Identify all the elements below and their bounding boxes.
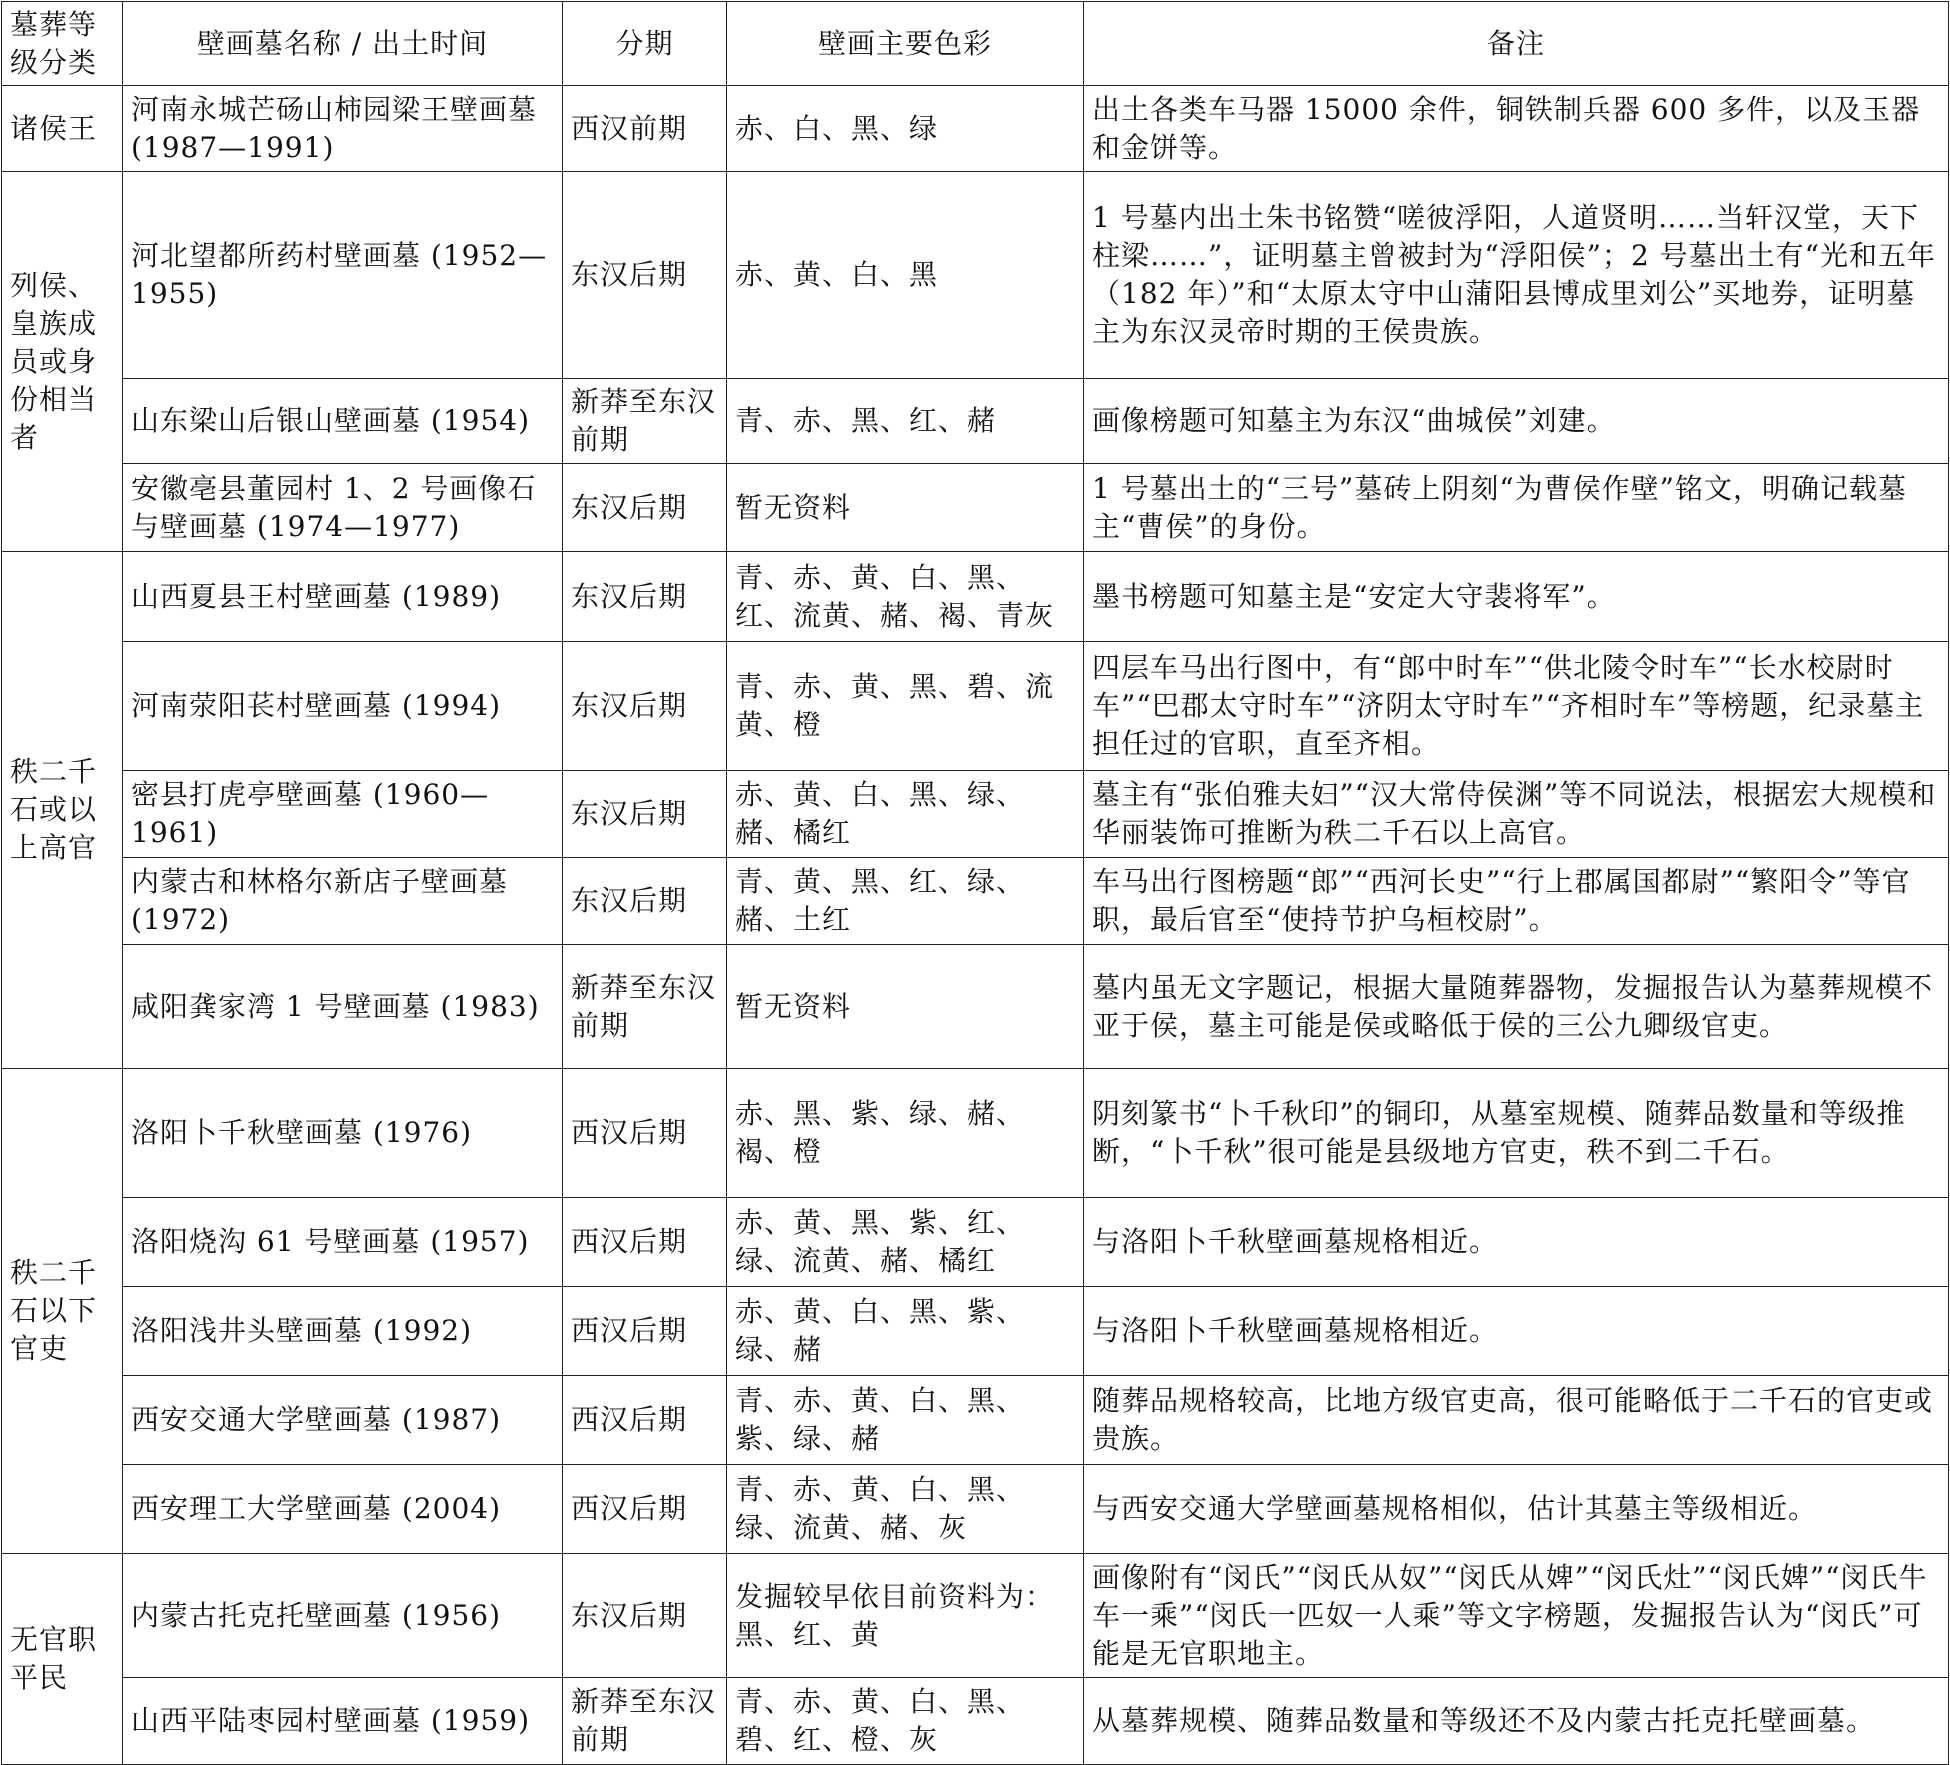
tomb-name-cell: 洛阳烧沟 61 号壁画墓 (1957) (123, 1198, 563, 1287)
period-cell: 西汉后期 (563, 1198, 727, 1287)
notes-cell: 墓主有“张伯雅夫妇”“汉大常侍侯渊”等不同说法，根据宏大规模和华丽装饰可推断为秩二千石以上高官。 (1084, 771, 1949, 858)
notes-cell: 与西安交通大学壁画墓规格相似，估计其墓主等级相近。 (1084, 1465, 1949, 1554)
tomb-name-cell: 河南永城芒砀山柿园梁王壁画墓 (1987—1991) (123, 86, 563, 172)
notes-cell: 车马出行图榜题“郎”“西河长史”“行上郡属国都尉”“繁阳令”等官职，最后官至“使持节护乌桓校尉”。 (1084, 858, 1949, 945)
tomb-name-cell: 山西平陆枣园村壁画墓 (1959) (123, 1678, 563, 1765)
colors-cell: 暂无资料 (727, 464, 1084, 552)
tomb-name-cell: 密县打虎亭壁画墓 (1960—1961) (123, 771, 563, 858)
header-category: 墓葬等级分类 (2, 2, 123, 86)
period-cell: 西汉后期 (563, 1465, 727, 1554)
table-row (2, 771, 1949, 858)
table-row (2, 1465, 1949, 1554)
tomb-name-cell: 山东梁山后银山壁画墓 (1954) (123, 379, 563, 464)
table-row (2, 1198, 1949, 1287)
colors-cell: 青、赤、黄、白、黑、绿、流黄、赭、灰 (727, 1465, 1084, 1554)
notes-cell: 四层车马出行图中，有“郎中时车”“供北陵令时车”“长水校尉时车”“巴郡太守时车”“济阴太守时车”“齐相时车”等榜题，纪录墓主担任过的官职，直至齐相。 (1084, 642, 1949, 771)
table-row (2, 642, 1949, 771)
colors-cell: 赤、黄、黑、紫、红、绿、流黄、赭、橘红 (727, 1198, 1084, 1287)
header-colors: 壁画主要色彩 (727, 2, 1084, 86)
period-cell: 东汉后期 (563, 464, 727, 552)
period-cell: 西汉前期 (563, 86, 727, 172)
table-row (2, 945, 1949, 1069)
table-row (2, 1069, 1949, 1198)
table-row (2, 1287, 1949, 1376)
notes-cell: 墓内虽无文字题记，根据大量随葬器物，发掘报告认为墓葬规模不亚于侯，墓主可能是侯或略低于侯的三公九卿级官吏。 (1084, 945, 1949, 1069)
category-cell: 诸侯王 (2, 86, 123, 172)
colors-cell: 赤、白、黑、绿 (727, 86, 1084, 172)
tomb-name-cell: 河北望都所药村壁画墓 (1952—1955) (123, 172, 563, 379)
header-row (2, 2, 1949, 86)
tomb-name-cell: 西安交通大学壁画墓 (1987) (123, 1376, 563, 1465)
colors-cell: 青、黄、黑、红、绿、赭、土红 (727, 858, 1084, 945)
notes-cell: 从墓葬规模、随葬品数量和等级还不及内蒙古托克托壁画墓。 (1084, 1678, 1949, 1765)
period-cell: 东汉后期 (563, 1554, 727, 1678)
colors-cell: 发掘较早依目前资料为：黑、红、黄 (727, 1554, 1084, 1678)
tomb-name-cell: 山西夏县王村壁画墓 (1989) (123, 552, 563, 642)
period-cell: 西汉后期 (563, 1069, 727, 1198)
table-row (2, 1554, 1949, 1678)
period-cell: 新莽至东汉前期 (563, 379, 727, 464)
notes-cell: 画像附有“闵氏”“闵氏从奴”“闵氏从婢”“闵氏灶”“闵氏婢”“闵氏牛车一乘”“闵氏一匹奴一人乘”等文字榜题，发掘报告认为“闵氏”可能是无官职地主。 (1084, 1554, 1949, 1678)
table-row (2, 552, 1949, 642)
colors-cell: 青、赤、黄、白、黑、碧、红、橙、灰 (727, 1678, 1084, 1765)
table-row (2, 1678, 1949, 1765)
table-row (2, 464, 1949, 552)
colors-cell: 青、赤、黄、黑、碧、流黄、橙 (727, 642, 1084, 771)
colors-cell: 青、赤、黑、红、赭 (727, 379, 1084, 464)
tomb-name-cell: 洛阳卜千秋壁画墓 (1976) (123, 1069, 563, 1198)
notes-cell: 画像榜题可知墓主为东汉“曲城侯”刘建。 (1084, 379, 1949, 464)
tomb-name-cell: 河南荥阳苌村壁画墓 (1994) (123, 642, 563, 771)
colors-cell: 赤、黑、紫、绿、赭、褐、橙 (727, 1069, 1084, 1198)
period-cell: 新莽至东汉前期 (563, 945, 727, 1069)
tomb-name-cell: 内蒙古托克托壁画墓 (1956) (123, 1554, 563, 1678)
header-name: 壁画墓名称 / 出土时间 (123, 2, 563, 86)
tomb-name-cell: 内蒙古和林格尔新店子壁画墓 (1972) (123, 858, 563, 945)
period-cell: 新莽至东汉前期 (563, 1678, 727, 1765)
notes-cell: 1 号墓内出土朱书铭赞“嗟彼浮阳，人道贤明……当轩汉堂，天下柱梁……”，证明墓主曾被封为“浮阳侯”；2 号墓出土有“光和五年（182 年）”和“太原太守中山蒲阳县博成里刘公”买地券，证明墓主为东汉灵帝时期的王侯贵族。 (1084, 172, 1949, 379)
header-notes: 备注 (1084, 2, 1949, 86)
colors-cell: 赤、黄、白、黑、绿、赭、橘红 (727, 771, 1084, 858)
notes-cell: 墨书榜题可知墓主是“安定大守裴将军”。 (1084, 552, 1949, 642)
mural-tomb-table (1, 1, 1949, 1765)
category-cell: 列侯、皇族成员或身份相当者 (2, 172, 123, 552)
table-row (2, 379, 1949, 464)
notes-cell: 阴刻篆书“卜千秋印”的铜印，从墓室规模、随葬品数量和等级推断，“卜千秋”很可能是县级地方官吏，秩不到二千石。 (1084, 1069, 1949, 1198)
notes-cell: 随葬品规格较高，比地方级官吏高，很可能略低于二千石的官吏或贵族。 (1084, 1376, 1949, 1465)
period-cell: 东汉后期 (563, 642, 727, 771)
header-period: 分期 (563, 2, 727, 86)
category-cell: 秩二千石或以上高官 (2, 552, 123, 1069)
tomb-name-cell: 洛阳浅井头壁画墓 (1992) (123, 1287, 563, 1376)
period-cell: 东汉后期 (563, 172, 727, 379)
colors-cell: 青、赤、黄、白、黑、紫、绿、赭 (727, 1376, 1084, 1465)
period-cell: 东汉后期 (563, 858, 727, 945)
category-cell: 无官职平民 (2, 1554, 123, 1765)
table-row (2, 172, 1949, 379)
tomb-name-cell: 安徽亳县董园村 1、2 号画像石与壁画墓 (1974—1977) (123, 464, 563, 552)
tomb-name-cell: 咸阳龚家湾 1 号壁画墓 (1983) (123, 945, 563, 1069)
colors-cell: 暂无资料 (727, 945, 1084, 1069)
colors-cell: 赤、黄、白、黑 (727, 172, 1084, 379)
notes-cell: 1 号墓出土的“三号”墓砖上阴刻“为曹侯作壁”铭文，明确记载墓主“曹侯”的身份。 (1084, 464, 1949, 552)
colors-cell: 赤、黄、白、黑、紫、绿、赭 (727, 1287, 1084, 1376)
table-row (2, 858, 1949, 945)
period-cell: 东汉后期 (563, 771, 727, 858)
table-row (2, 1376, 1949, 1465)
period-cell: 西汉后期 (563, 1376, 727, 1465)
colors-cell: 青、赤、黄、白、黑、红、流黄、赭、褐、青灰 (727, 552, 1084, 642)
notes-cell: 出土各类车马器 15000 余件，铜铁制兵器 600 多件，以及玉器和金饼等。 (1084, 86, 1949, 172)
table-row (2, 86, 1949, 172)
period-cell: 西汉后期 (563, 1287, 727, 1376)
tomb-name-cell: 西安理工大学壁画墓 (2004) (123, 1465, 563, 1554)
category-cell: 秩二千石以下官吏 (2, 1069, 123, 1554)
notes-cell: 与洛阳卜千秋壁画墓规格相近。 (1084, 1198, 1949, 1287)
period-cell: 东汉后期 (563, 552, 727, 642)
notes-cell: 与洛阳卜千秋壁画墓规格相近。 (1084, 1287, 1949, 1376)
